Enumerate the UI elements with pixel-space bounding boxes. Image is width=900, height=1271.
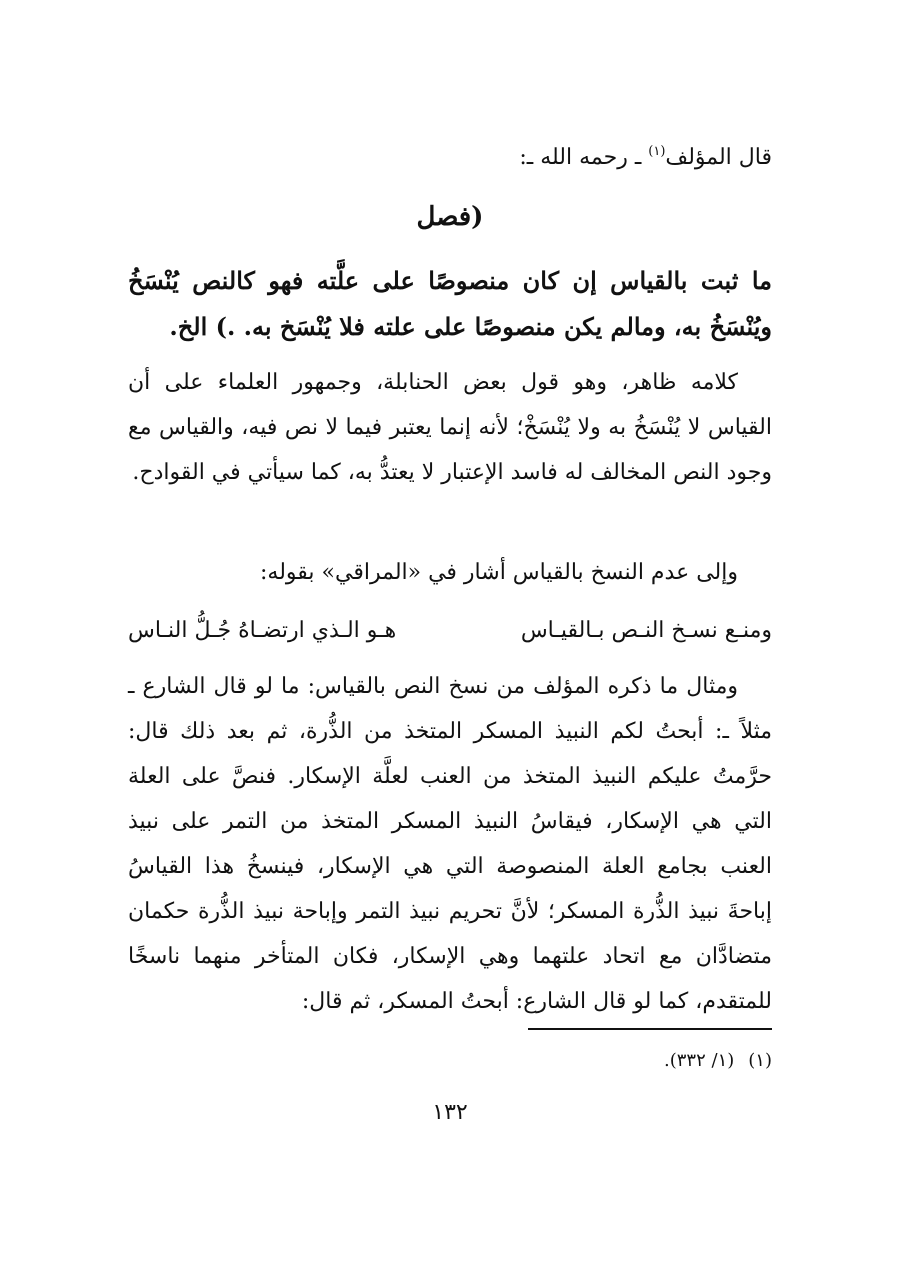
matn-text: ما ثبت بالقياس إن كان منصوصًا على علَّته فهو كالنص يُنْسَخُ ويُنْسَخُ به، ومالم يكن منصوصًا على علته فلا يُنْسَخ به. .) الخ.: [128, 266, 772, 341]
intro-text-suffix: ـ رحمه الله ـ:: [519, 145, 649, 170]
verse-first-hemistich: ومنـع نسـخ النـص بـالقيـاس: [520, 618, 772, 643]
author-intro-line: [519, 140, 772, 176]
document-page: [128, 0, 772, 1271]
footnote-marker[interactable]: (١): [648, 144, 666, 159]
commentary-paragraph: كلامه ظاهر، وهو قول بعض الحنابلة، وجمهور العلماء على أن القياس لا يُنْسَخُ به ولا يُنْسَخْ؛ لأنه إنما يعتبر فيما لا نص فيه، والقياس مع وجود النص المخالف له فاسد الإعتبار لا يعتدُّ به، كما سيأتي في القوادح.: [128, 370, 772, 485]
footnote-text: (١/ ٣٣٢).: [664, 1050, 735, 1071]
page-number: ١٣٢: [432, 1100, 468, 1125]
footnote-divider: [528, 1028, 772, 1030]
poetry-verse: [128, 608, 772, 653]
verse-second-hemistich: هـو الـذي ارتضـاهُ جُـلُّ النـاس: [128, 618, 397, 643]
footnote: [664, 1046, 772, 1076]
intro-text: قال المؤلف: [665, 145, 772, 170]
footnote-number: (١): [748, 1050, 772, 1071]
verse-intro-paragraph: وإلى عدم النسخ بالقياس أشار في «المراقي» بقوله:: [260, 560, 738, 585]
example-paragraph: ومثال ما ذكره المؤلف من نسخ النص بالقياس: ما لو قال الشارع ـ مثلاً ـ: أبحتُ لكم النبيذ المسكر المتخذ من الذُّرة، ثم بعد ذلك قال: حرَّمتُ عليكم النبيذ المتخذ من العنب لعلَّة الإسكار. فنصَّ على العلة التي هي الإسكار، فيقاسُ النبيذ المسكر المتخذ من التمر على نبيذ العنب بجامع العلة المنصوصة التي هي الإسكار، فينسخُ هذا القياسُ إباحةَ نبيذ الذُّرة المسكر؛ لأنَّ تحريم نبيذ التمر وإباحة نبيذ الذُّرة حكمان متضادَّان مع اتحاد علتهما وهي الإسكار، فكان المتأخر منهما ناسخًا للمتقدم، كما لو قال الشارع: أبحتُ المسكر، ثم قال:: [128, 674, 772, 1014]
section-heading: (فصل: [416, 202, 484, 232]
